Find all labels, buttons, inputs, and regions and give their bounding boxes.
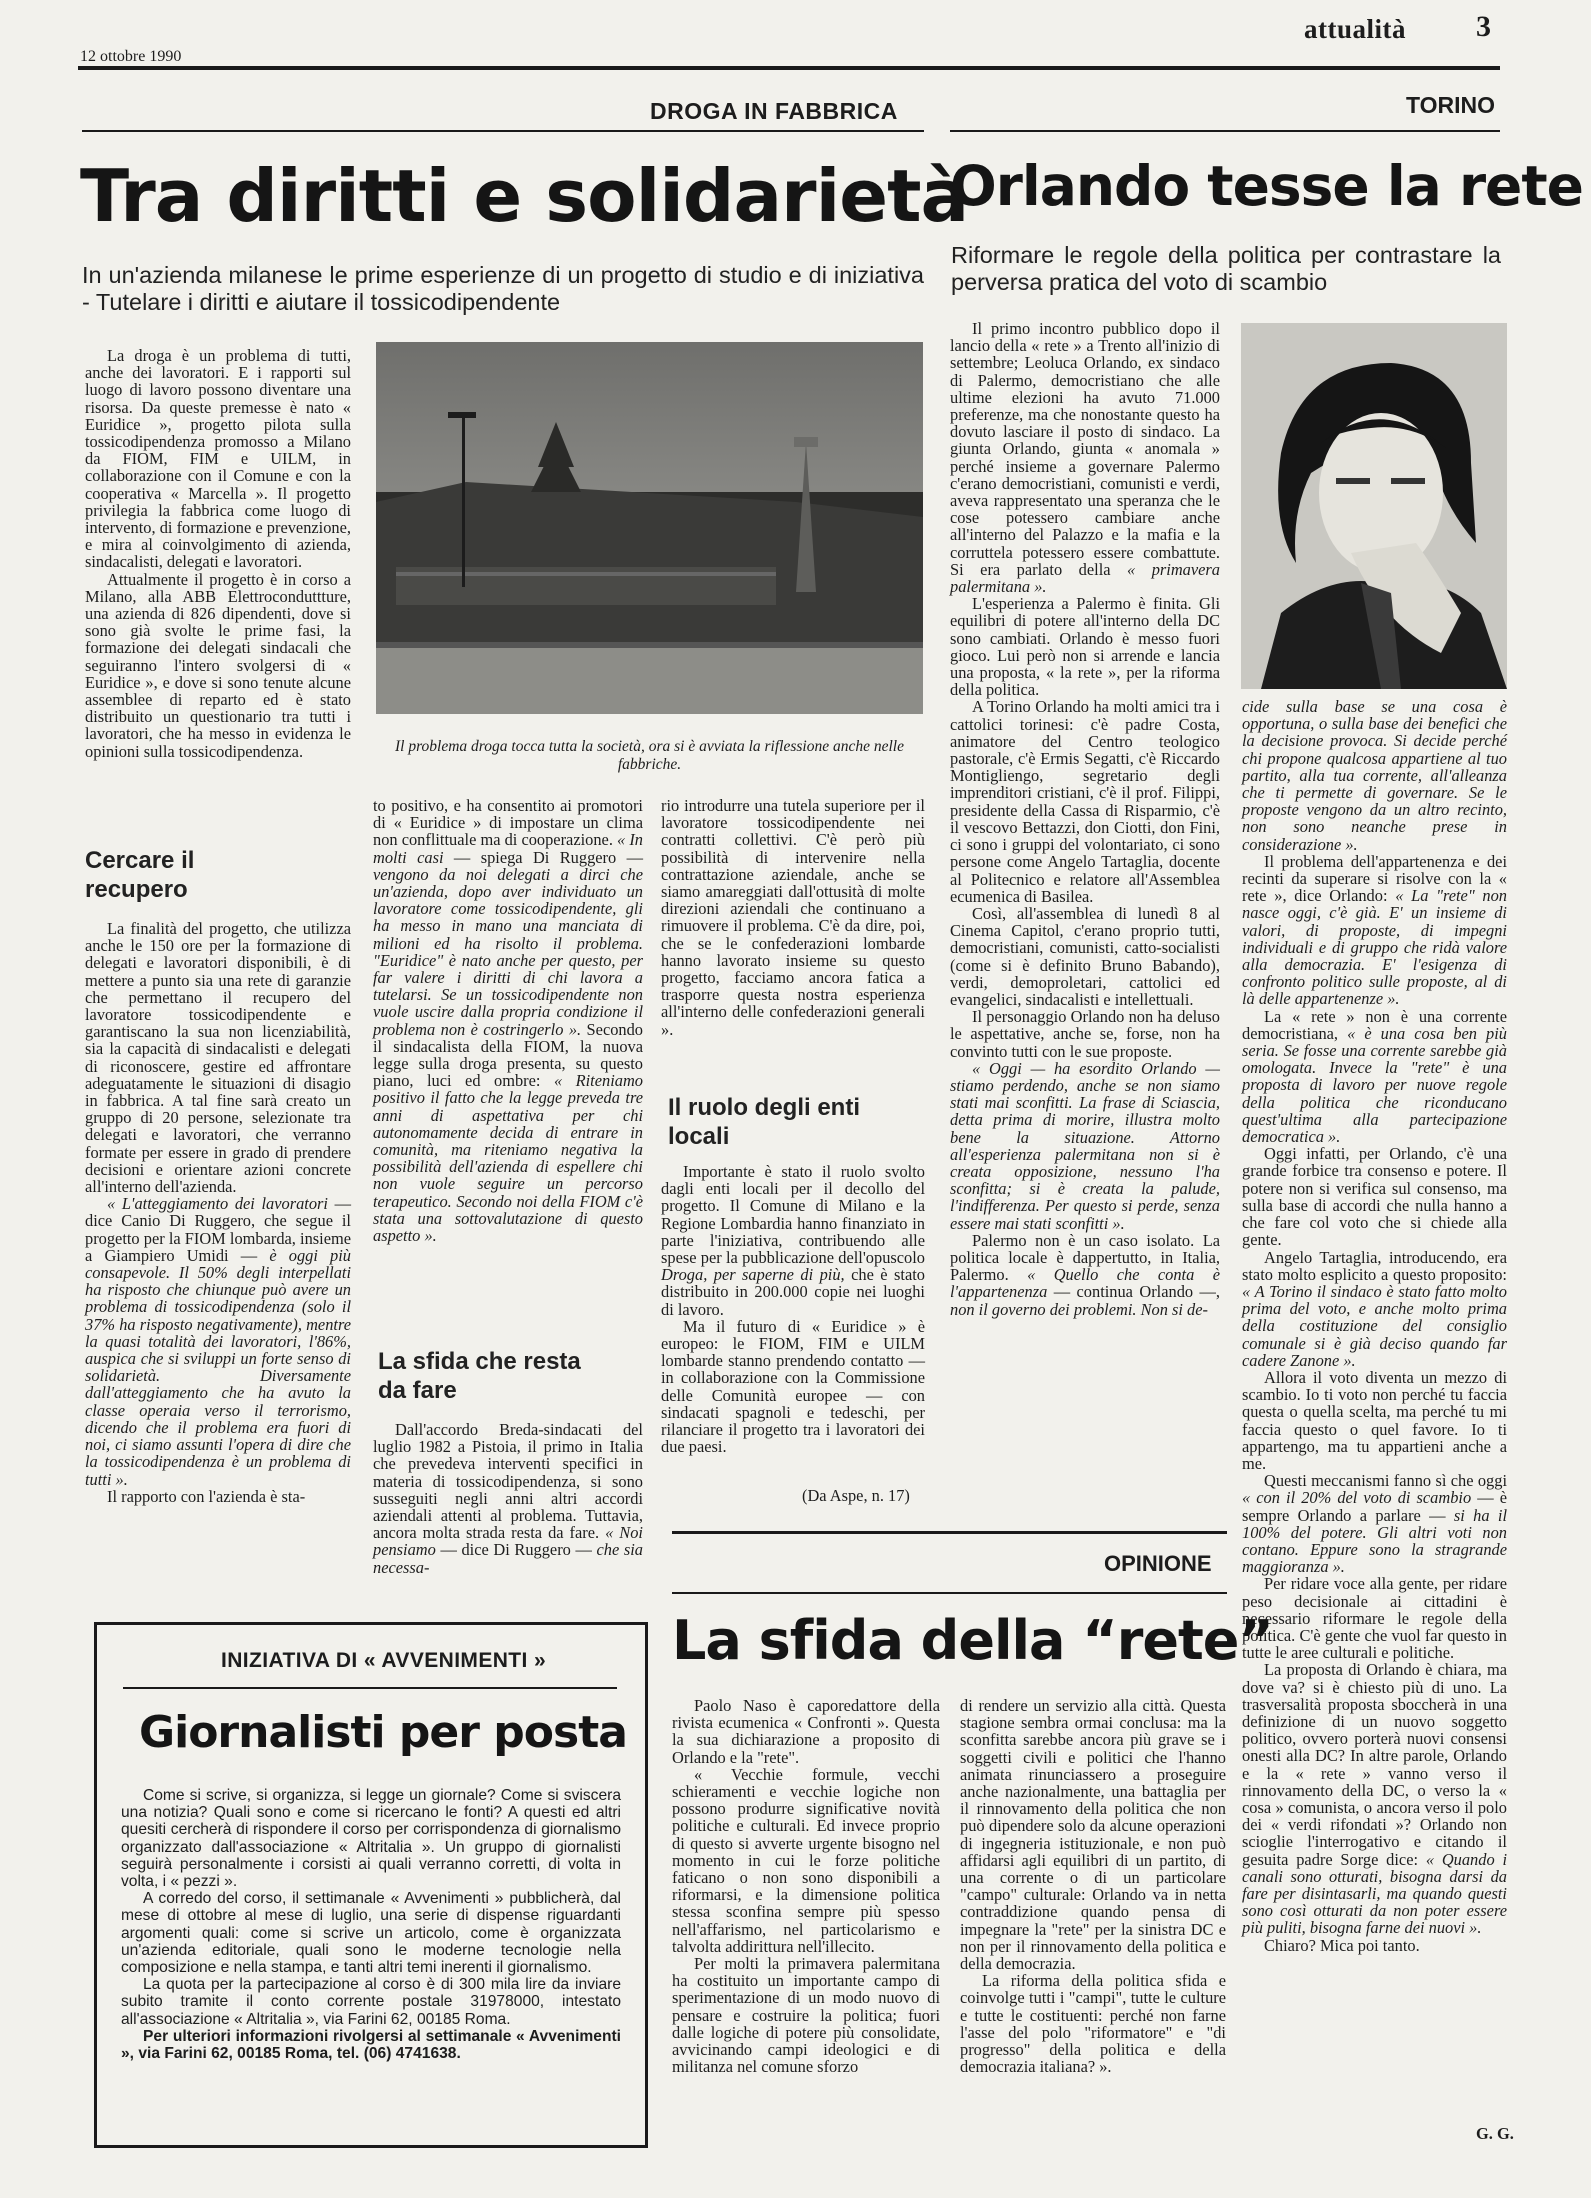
left-col3-bottom — [661, 1162, 925, 1457]
opinion-col1-p3: Per molti la primavera palermitana ha costituito un importante campo di sperimentazione di un modo nuovo di pensare e costruire la politica; fuori dalle logiche di potere più consolidate, avvicinando campi ideologici e di militanza nel comune sforzo — [672, 1954, 940, 2077]
left-title: Tra diritti e solidarietà — [80, 154, 969, 238]
opinion-col2-p2: La riforma della politica sfida e coinvolge tutti i "campi", tutte le culture e tutte le costituenti: perché non farne l'asse del polo "riformatore" e "di progresso" della politica e della democrazia italiana? ». — [960, 1971, 1226, 2077]
left-col3-p2: Importante è stato il ruolo svolto dagli enti locali per il decollo del progetto. Il Comune di Milano e la Regione Lombardia hanno finanziato in parte l'iniziativa, contribuendo alle spese per la pubblicazione dell'opuscolo Droga, per saperne di più, che è stato distribuito in 200.000 copie nei luoghi di lavoro. — [661, 1162, 925, 1319]
header-date: 12 ottobre 1990 — [80, 48, 182, 65]
right-col1 — [950, 320, 1220, 1690]
right-col2-p8: Per ridare voce alla gente, per ridare peso decisionale ai cittadini è necessario riformare le regole della politica. C'è gente che vuol far questo in tutte le aree culturali e politiche. — [1242, 1574, 1507, 1663]
left-source: (Da Aspe, n. 17) — [802, 1486, 910, 1505]
opinion-col2-p1: di rendere un servizio alla città. Questa stagione sembra ormai conclusa: ma la sconfitta sarebbe ancora più grave se i soggetti civili e politici che l'hanno animata rinunciassero a proseguire anche nazionalmente, una battaglia per il rinnovamento della politica che non può dipendere solo da alcune operazioni di ingegneria istituzionale, e non può affidarsi agli equilibri di un partito, di una corrente o di un particolare "campo" culturale: Orlando va in netta contraddizione quando pensa di impegnare la "rete" per la sinistra DC e non per il rinnovamento della politica e della democrazia. — [960, 1696, 1226, 1974]
right-title: Orlando tesse la rete — [950, 154, 1583, 218]
right-deck: Riformare le regole della politica per contrastare la perversa pratica del voto di scambio — [951, 242, 1501, 295]
opinion-kicker: OPINIONE — [1104, 1551, 1212, 1576]
photo-caption: Il problema droga tocca tutta la società, ora si è avviata la riflessione anche nelle fabbriche. — [395, 738, 904, 773]
opinion-col1 — [672, 1697, 940, 2107]
right-kicker: TORINO — [1406, 92, 1496, 118]
left-col1-top — [85, 347, 351, 822]
subhead-cercare: Cercare il recupero — [85, 847, 195, 903]
box-body — [121, 1787, 621, 2137]
opinion-col1-p2: « Vecchie formule, vecchi schieramenti e vecchie logiche non possono produrre significative novità politiche e culturali. Ed invece proprio di questo si avverte urgente bisogno nel momento in cui le forze politiche faticano o non sono disponibili a riformarsi, e la dimensione politica stessa sconfina sempre più spesso nell'affarismo, nel particolarismo e talvolta addirittura nell'illecito. — [672, 1764, 940, 1956]
subhead-sfida: La sfida che resta da fare — [378, 1348, 581, 1404]
right-col2-p10: Chiaro? Mica poi tanto. — [1264, 1935, 1420, 1955]
opinion-kicker-rule — [672, 1592, 1227, 1594]
left-kicker: DROGA IN FABBRICA — [650, 98, 898, 124]
opinion-top-rule — [672, 1531, 1227, 1534]
signature: G. G. — [1476, 2124, 1514, 2143]
orlando-portrait — [1241, 323, 1507, 689]
right-col2-p3: La « rete » non è una corrente democristiana, « è una cosa ben più seria. Se fosse una corrente sarebbe già omologata. Invece la "rete" è una proposta di lavoro per nuove regole della politica che riconducano quest'ultima alla partecipazione democratica ». — [1242, 1006, 1507, 1147]
section-name: attualità — [1304, 14, 1406, 44]
box-title: Giornalisti per posta — [139, 1707, 627, 1758]
left-col2 — [373, 797, 643, 1327]
opinion-col2 — [960, 1697, 1226, 2107]
right-col2-p2: Il problema dell'appartenenza e dei recinti da superare si risolve con la « rete », dice Orlando: « La "rete" non nasce oggi, c'è già. E' un insieme di valori, di proposte, di impegni individuali e di gruppo che ridà valore alla democrazia. E' l'esigenza di confronto politico sulle proposte, al di là delle appartenenze ». — [1242, 851, 1507, 1009]
box-kicker: INIZIATIVA DI « AVVENIMENTI » — [221, 1649, 547, 1672]
box-p1: Come si scrive, si organizza, si legge un giornale? Come si sviscera una notizia? Quali sono e come si ricercano le fonti? A questi ed altri quesiti cercherà di rispondere il corso per corrispondenza di giornalismo organizzato dall'associazione « Altritalia ». Un gruppo di giornalisti seguirà personalmente i corsisti ai quali verranno corretti, di volta in volta, i « pezzi ». — [121, 1787, 621, 1891]
box-p3: La quota per la partecipazione al corso è di 300 mila lire da inviare subito tramite il conto corrente postale 31978000, intestato all'associazione « Altritalia », via Farini 62, 00185 Roma. — [121, 1976, 621, 2028]
right-col2-p7: Questi meccanismi fanno sì che oggi « con il 20% del voto di scambio — è sempre Orlando a parlare — si ha il 100% del potere. Gli altri voti non contano. Eppure sono la stragrande maggioranza ». — [1242, 1471, 1507, 1577]
right-col1-p6: « Oggi — ha esordito Orlando — stiamo perdendo, anche se non siamo stati mai sconfitti. La frase di Sciascia, detta prima di morire, illustra molto bene la situazione. Attorno all'esperienza palermitana non si è creata opposizione, nessuno l'ha sconfitta; si è creata la palude, l'indifferenza. Per questo si perde, senza essere mai stati sconfitti ». — [950, 1058, 1220, 1233]
left-col2-bottom — [373, 1421, 643, 1593]
right-col2-p5: Angelo Tartaglia, introducendo, era stato molto esplicito a questo proposito: « A Torino il sindaco è stato fatto molto prima del voto, e anche molto prima della costituzione del consiglio comunale si è già deciso quando far cadere Zanone ». — [1242, 1247, 1507, 1370]
right-col2-p1: cide sulla base se una cosa è opportuna, o sulla base dei benefici che la decisione provoca. Si decide perché chi propone qualcosa appartiene al tuo partito, alla tua corrente, all'alleanza che ti permette di governare. Se le proposte vengono da un altro recinto, non sono neanche prese in considerazione ». — [1242, 697, 1507, 854]
right-col2 — [1242, 698, 1507, 2108]
opinion-title: La sfida della “rete” — [672, 1609, 1273, 1672]
left-col3-p3: Ma il futuro di « Euridice » è europeo: le FIOM, FIM e UILM lombarde stanno prendendo contatto — in collaborazione con la Commissione delle Comunità europee — con sindacati spagnoli e tedeschi, per rilanciare il progetto tra i lavoratori dei due paesi. — [661, 1316, 925, 1457]
left-deck: In un'azienda milanese le prime esperienze di un progetto di studio e di iniziativa - Tutelare i diritti e aiutare il tossicodipendente — [82, 262, 924, 315]
left-col1-bottom — [85, 920, 351, 1593]
box-p4: Per ulteriori informazioni rivolgersi al settimanale « Avvenimenti », via Farini 62, 00185 Roma, tel. (06) 4741638. — [121, 2027, 621, 2063]
avvenimenti-box — [94, 1622, 648, 2148]
header-rule — [78, 66, 1500, 70]
right-col1-p2: L'esperienza a Palermo è finita. Gli equilibri di potere all'interno della DC sono cambiati. Orlando è messo fuori gioco. Lui però non si arrende e lancia una proposta, « la rete », per la riforma della politica. — [950, 594, 1220, 700]
right-col2-p4: Oggi infatti, per Orlando, c'è una grande forbice tra consenso e potere. Il potere non si verifica sul consenso, ma sulla base di accordi che nulla hanno a che fare col voto che si chiede alla gente. — [1242, 1144, 1507, 1250]
left-col1-p2: Attualmente il progetto è in corso a Milano, alla ABB Elettroconduttture, una azienda di 826 dipendenti, dove si sono già svolte le prime fasi, la formazione dei delegati sindacali che seguiranno l'intero svolgersi di « Euridice », e dove si sono tenute alcune assemblee di reparto ed è stato distribuito un questionario tra tutti i lavoratori, che ha messo in evidenza le opinioni sulla tossicodipendenza. — [85, 569, 351, 761]
left-col2-p2: Dall'accordo Breda-sindacati del luglio 1982 a Pistoia, il primo in Italia che prevedeva interventi specifici in materia di tossicodipendenza, si sono susseguiti negli anni altri accordi aziendali attenti al problema. Tuttavia, ancora molta strada resta da fare. « Noi pensiamo — dice Di Ruggero — che sia necessa- — [373, 1420, 643, 1577]
right-col1-p5: Il personaggio Orlando non ha deluso le aspettative, anche se, forse, non ha convinto tutti con le sue proposte. — [950, 1007, 1220, 1061]
right-col2-p6: Allora il voto diventa un mezzo di scambio. Io ti voto non perché tu faccia questa o quella scelta, ma perché tu mi faccia questo o quel favore. Io ti appartengo, ma tu appartieni anche a me. — [1242, 1367, 1507, 1473]
subhead-ruolo: Il ruolo degli enti locali — [668, 1094, 860, 1150]
page-number: 3 — [1476, 10, 1491, 43]
left-col1-p1: La droga è un problema di tutti, anche dei lavoratori. E i rapporti sul luogo di lavoro possono diventare una risorsa. Da queste premesse è nato « Euridice », progetto pilota sulla tossicodipendenza promosso a Milano da FIOM, FIM e UILM, in collaborazione con il Comune e con la cooperativa « Marcella ». Il progetto privilegia la fabbrica come luogo di intervento, di formazione e prevenzione, e mira al coinvolgimento di azienda, sindacalisti, delegati e lavoratori. — [85, 346, 351, 572]
box-kicker-rule — [123, 1687, 617, 1689]
right-kicker-rule — [950, 130, 1500, 132]
factory-photo — [376, 342, 923, 714]
left-col3-top — [661, 797, 925, 1091]
right-col1-p4: Così, all'assemblea di lunedì 8 al Cinema Capitol, c'erano proprio tutti, democristiani, comunisti, catto-socialisti (come si è definito Bruno Babando), verdi, demoproletari, cattolici ed evangelici, sindacalisti e intellettuali. — [950, 903, 1220, 1009]
left-col1-p5: Il rapporto con l'azienda è sta- — [107, 1486, 306, 1506]
box-p2: A corredo del corso, il settimanale « Avvenimenti » pubblicherà, dal mese di ottobre al mese di luglio, una serie di dispense riguardanti argomenti quali: come si scrive un articolo, come è organizzata un'azienda editoriale, quali sono le moderne tecnologie nella composizione e nella stampa, e tanti altri temi inerenti il giornalismo. — [121, 1890, 621, 1977]
left-col2-p1: to positivo, e ha consentito ai promotori di « Euridice » di impostare un clima non conflittuale ma di cooperazione. « In molti casi — spiega Di Ruggero — vengono da noi delegati a dirci che un'azienda, dopo aver individuato un lavoratore come tossicodipendente, gli ha messo in mano una manciata di milioni ed ha risolto il problema. "Euridice" è nato anche per questo, per far valere i diritti di chi lavora a tutelarsi. Se un tossicodipendente non vuole uscire dalla propria condizione il problema non è costringerlo ». Secondo il sindacalista della FIOM, la nuova legge sulla droga presenta, su questo piano, luci ed ombre: « Riteniamo positivo il fatto che la legge preveda tre anni di aspettativa per chi autonomamente decida di entrare in comunità, ma riteniamo negativa la possibilità dell'azienda di espellere chi non vuole seguire un percorso terapeutico. Secondo noi della FIOM c'è stata una sottovalutazione di questo aspetto ». — [373, 796, 643, 1246]
right-col2-p9: La proposta di Orlando è chiara, ma dove va? si è chiesto più di uno. La trasversalità proposta sboccherà in una definizione di un nuovo soggetto politico, ovvero porterà nuovi consensi onesti alla DC? In altre parole, Orlando e la « rete » vanno verso il rinnovamento della DC, o verso la « cosa » comunista, o ancora verso il polo dei « verdi rifondati »? Orlando non scioglie l'interrogativo e citando il gesuita padre Sorge dice: « Quando i canali sono otturati, bisogna darsi da fare per disintasarli, ma quando questi sono così otturati da non poter essere più puliti, bisogna farne dei nuovi ». — [1242, 1660, 1507, 1938]
opinion-col1-p1: Paolo Naso è caporedattore della rivista ecumenica « Confronti ». Questa la sua dichiarazione a proposito di Orlando e la "rete". — [672, 1696, 940, 1767]
left-col3-p1: rio introdurre una tutela superiore per il lavoratore tossicodipendente nei contratti collettivi. C'è però più possibilità di intervenire nella contrattazione aziendale, anche se siamo amareggiati dall'ottusità di molte direzioni aziendali che continuano a rimuovere il problema. C'è da dire, poi, che se le confederazioni lombarde hanno lavorato insieme su questo progetto, facciamo ancora fatica a trasporre questa nostra esperienza all'interno delle confederazioni generali ». — [661, 796, 925, 1039]
left-col1-p3: La finalità del progetto, che utilizza anche le 150 ore per la formazione di delegati e lavoratori disponibili, è di mettere a punto sia una rete di garanzie che permettano il recupero del lavoratore tossicodipendente e garantiscano la sua non licenziabilità, sia la capacità di sindacalisti e delegati di riconoscere, gestire ed affrontare adeguatamente le situazioni di disagio in fabbrica. A tal fine sarà creato un gruppo di 20 persone, selezionate tra delegati e lavoratori, che verranno formate per essere in grado di prendere decisioni e orientare azioni concrete all'interno dell'azienda. — [85, 919, 351, 1197]
left-kicker-rule — [82, 130, 924, 132]
right-col1-p3: A Torino Orlando ha molti amici tra i cattolici torinesi: c'è padre Costa, animatore del Centro teologico pastorale, c'è Ermis Segatti, c'è Riccardo Montigliengo, segretario degli imprenditori cristiani, c'è il prof. Filippi, presidente della Cassa di Risparmio, c'è il vescovo Bettazzi, don Ciotti, don Fini, ci sono i gruppi del volontariato, ci sono persone come Angelo Tartaglia, docente al Politecnico e relatore all'Assemblea ecumenica di Basilea. — [950, 697, 1220, 906]
right-col1-p1: Il primo incontro pubblico dopo il lancio della « rete » a Trento all'inizio di settembre; Leoluca Orlando, ex sindaco di Palermo, democristiano che alle ultime elezioni ha avuto 71.000 preferenze, ma che nonostante questo ha dovuto lasciare il posto di sindaco. La giunta Orlando, giunta « anomala » perché insieme a governare Palermo c'erano democristiani, comunisti e verdi, aveva rappresentato una speranza che le cose potessero cambiare anche all'interno del Palazzo e la mafia e la corruttela potessero essere combattute. Si era parlato della « primavera palermitana ». — [950, 319, 1220, 597]
left-col1-p4: « L'atteggiamento dei lavoratori — dice Canio Di Ruggero, che segue il progetto per la FIOM lombarda, insieme a Giampiero Umidi — è oggi più consapevole. Il 50% degli interpellati ha risposto che chiunque può avere un problema di tossicodipendenza (solo il 37% ha risposto negativamente), mentre la quasi totalità dei lavoratori, l'86%, auspica che si sviluppi un forte senso di solidarietà. Diversamente dall'atteggiamento che ha avuto la classe operaia verso il terrorismo, dicendo che il problema era fuori di noi, ci siamo assunti l'opera di dire che la tossicodipendenza è un problema di tutti ». — [85, 1194, 351, 1489]
right-col1-p7: Palermo non è un caso isolato. La politica locale è dappertutto, in Italia, Palermo. « Quello che conta è l'appartenenza — continua Orlando —, non il governo dei problemi. Non si de- — [950, 1230, 1220, 1319]
